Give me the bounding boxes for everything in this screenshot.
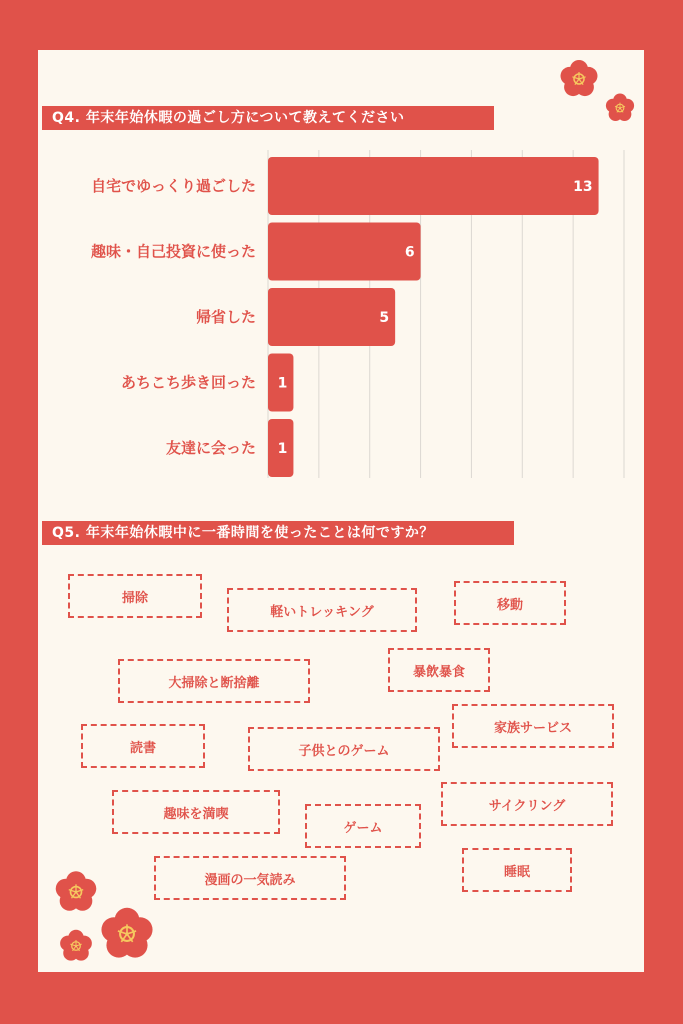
bar-chart bbox=[0, 0, 683, 500]
answer-tag: 暴飲暴食 bbox=[388, 648, 490, 692]
category-label: 自宅でゆっくり過ごした bbox=[91, 177, 256, 195]
bar-value-label: 1 bbox=[277, 441, 288, 457]
answer-tag: 家族サービス bbox=[452, 704, 614, 748]
category-label: 友達に会った bbox=[165, 439, 256, 457]
answer-tag: 移動 bbox=[454, 581, 566, 625]
answer-tag: 子供とのゲーム bbox=[248, 727, 440, 771]
answer-tag: 漫画の一気読み bbox=[154, 856, 346, 900]
bar-value-label: 1 bbox=[277, 375, 288, 392]
bar-value-label: 5 bbox=[379, 310, 390, 326]
answer-tag: 掃除 bbox=[68, 574, 202, 618]
plum-blossom-icon bbox=[53, 869, 99, 915]
answer-tag: 睡眠 bbox=[462, 848, 572, 892]
q5-title: Q5. 年末年始休暇中に一番時間を使ったことは何ですか？ bbox=[42, 521, 514, 545]
q4-title: Q4. 年末年始休暇の過ごし方について教えてください bbox=[42, 106, 494, 130]
category-label: 帰省した bbox=[195, 308, 256, 326]
bar-value-label: 13 bbox=[573, 179, 593, 195]
answer-tag: ゲーム bbox=[305, 804, 421, 848]
plum-blossom-icon bbox=[58, 928, 94, 964]
bar bbox=[268, 223, 421, 281]
answer-tag: 読書 bbox=[81, 724, 205, 768]
answer-tag: サイクリング bbox=[441, 782, 613, 826]
bar bbox=[268, 288, 395, 346]
answer-tag: 軽いトレッキング bbox=[227, 588, 417, 632]
plum-blossom-icon bbox=[98, 905, 156, 963]
answer-tag: 大掃除と断捨離 bbox=[118, 659, 310, 703]
category-label: 趣味・自己投資に使った bbox=[90, 242, 256, 261]
bar bbox=[268, 157, 599, 215]
bar-value-label: 6 bbox=[404, 244, 415, 261]
category-label: あちこち歩き回った bbox=[120, 373, 256, 392]
answer-tag: 趣味を満喫 bbox=[112, 790, 280, 834]
